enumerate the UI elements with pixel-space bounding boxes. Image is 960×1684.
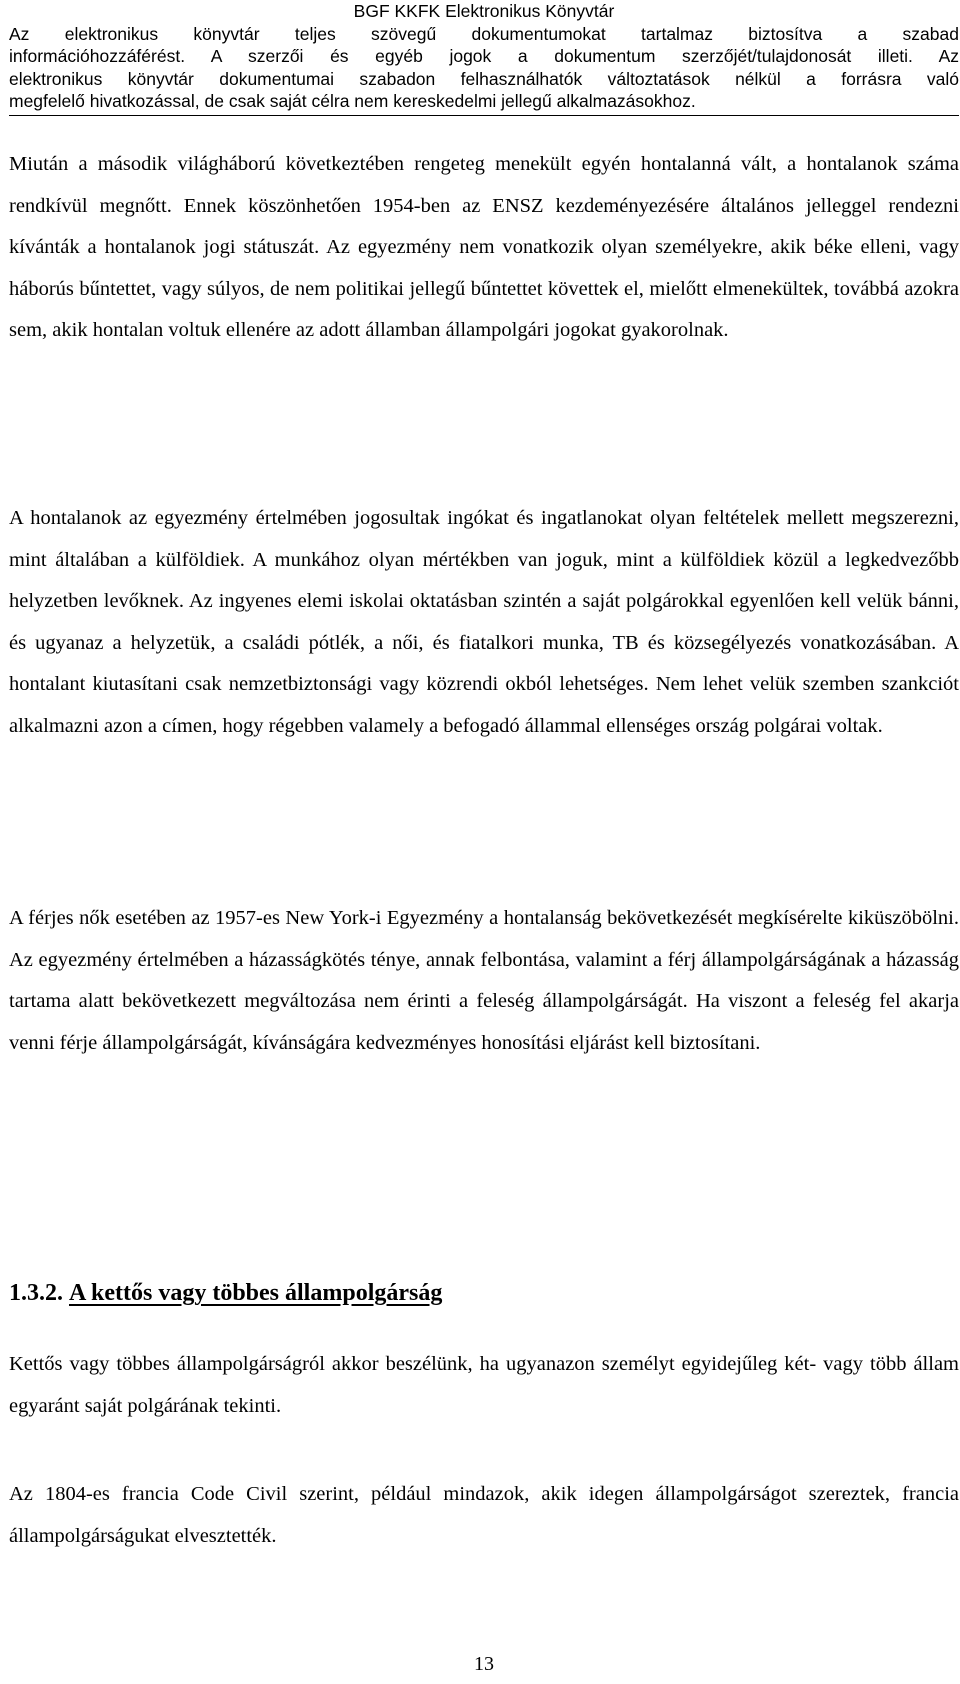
paragraph-married-women: A férjes nők esetében az 1957-es New York-i Egyezmény a hontalanság bekövetkezését megkísérelte kiküszöbölni. Az egyezmény értelmében a házasságkötés ténye, annak felbontása, valamint a férj állampolgárságának a házasság tartama alatt bekövetkezett megváltozása nem érinti a feleség állampolgárságát. Ha viszont a feleség fel akarja venni férje állampolgárságát, kívánságára kedvezményes honosítási eljárást kell biztosítani. xyxy=(9,907,959,1054)
document-page xyxy=(9,0,959,1675)
page-number: 13 xyxy=(474,1653,494,1675)
header-line-4: megfelelő hivatkozással, de csak saját célra nem kereskedelmi jellegű alkalmazásokhoz. xyxy=(9,91,696,111)
header-line-1: Az elektronikus könyvtár teljes szövegű dokumentumokat tartalmaz biztosítva a szabad xyxy=(9,23,959,44)
paragraph-dual-citizenship: Kettős vagy többes állampolgárságról akkor beszélünk, ha ugyanazon személyt egyidejűleg két- vagy több állam egyaránt saját polgárának tekinti. xyxy=(9,1353,959,1417)
paragraph-stateless-rights: A hontalanok az egyezmény értelmében jogosultak ingókat és ingatlanokat olyan feltételek mellett megszerezni, mint általában a külföldiek. A munkához olyan mértékben van joguk, mint a külföldiek közül a legkedvezőbb helyzetben levőknek. Az ingyenes elemi iskolai oktatásban szintén a saját polgárokkal egyenlően kell velük bánni, és ugyanaz a helyzetük, a családi pótlék, a női, és fiatalkori munka, TB és közsegélyezés vonatkozásában. A hontalant kiutasítani csak nemzetbiztonsági vagy közrendi okból lehetséges. Nem lehet velük szemben szankciót alkalmazni azon a címen, hogy régebben valamely a befogadó állammal ellenséges ország polgárai voltak. xyxy=(9,507,959,737)
paragraph-stateless-history: Miután a második világháború következtében rengeteg menekült egyén hontalanná vált, a hontalanok száma rendkívül megnőtt. Ennek köszönhetően 1954-ben az ENSZ kezdeményezésére általános jelleggel rendezni kívánták a hontalanok jogi státuszát. Az egyezmény nem vonatkozik olyan személyekre, akik béke elleni, vagy háborús bűntettet, vagy súlyos, de nem politikai jellegű bűntettet követtek el, mielőtt elmenekültek, továbbá azokra sem, akik hontalan voltuk ellenére az adott államban állampolgári jogokat gyakorolnak. xyxy=(9,153,959,341)
header-line-2: információhozzáférést. A szerzői és egyéb jogok a dokumentum szerzőjét/tulajdonosát illeti. Az xyxy=(9,46,959,66)
header-title: BGF KKFK Elektronikus Könyvtár xyxy=(353,1,615,21)
header-line-3: elektronikus könyvtár dokumentumai szabadon felhasználhatók változtatások nélkül a forrásra való xyxy=(9,68,959,89)
page-header xyxy=(9,0,959,116)
paragraph-code-civil: Az 1804-es francia Code Civil szerint, például mindazok, akik idegen állampolgárságot szereztek, francia állampolgárságukat elvesztették. xyxy=(9,1483,959,1547)
section-heading xyxy=(9,1278,442,1308)
section-title: A kettős vagy többes állampolgárság xyxy=(69,1280,443,1306)
section-number: 1.3.2. xyxy=(9,1280,63,1306)
